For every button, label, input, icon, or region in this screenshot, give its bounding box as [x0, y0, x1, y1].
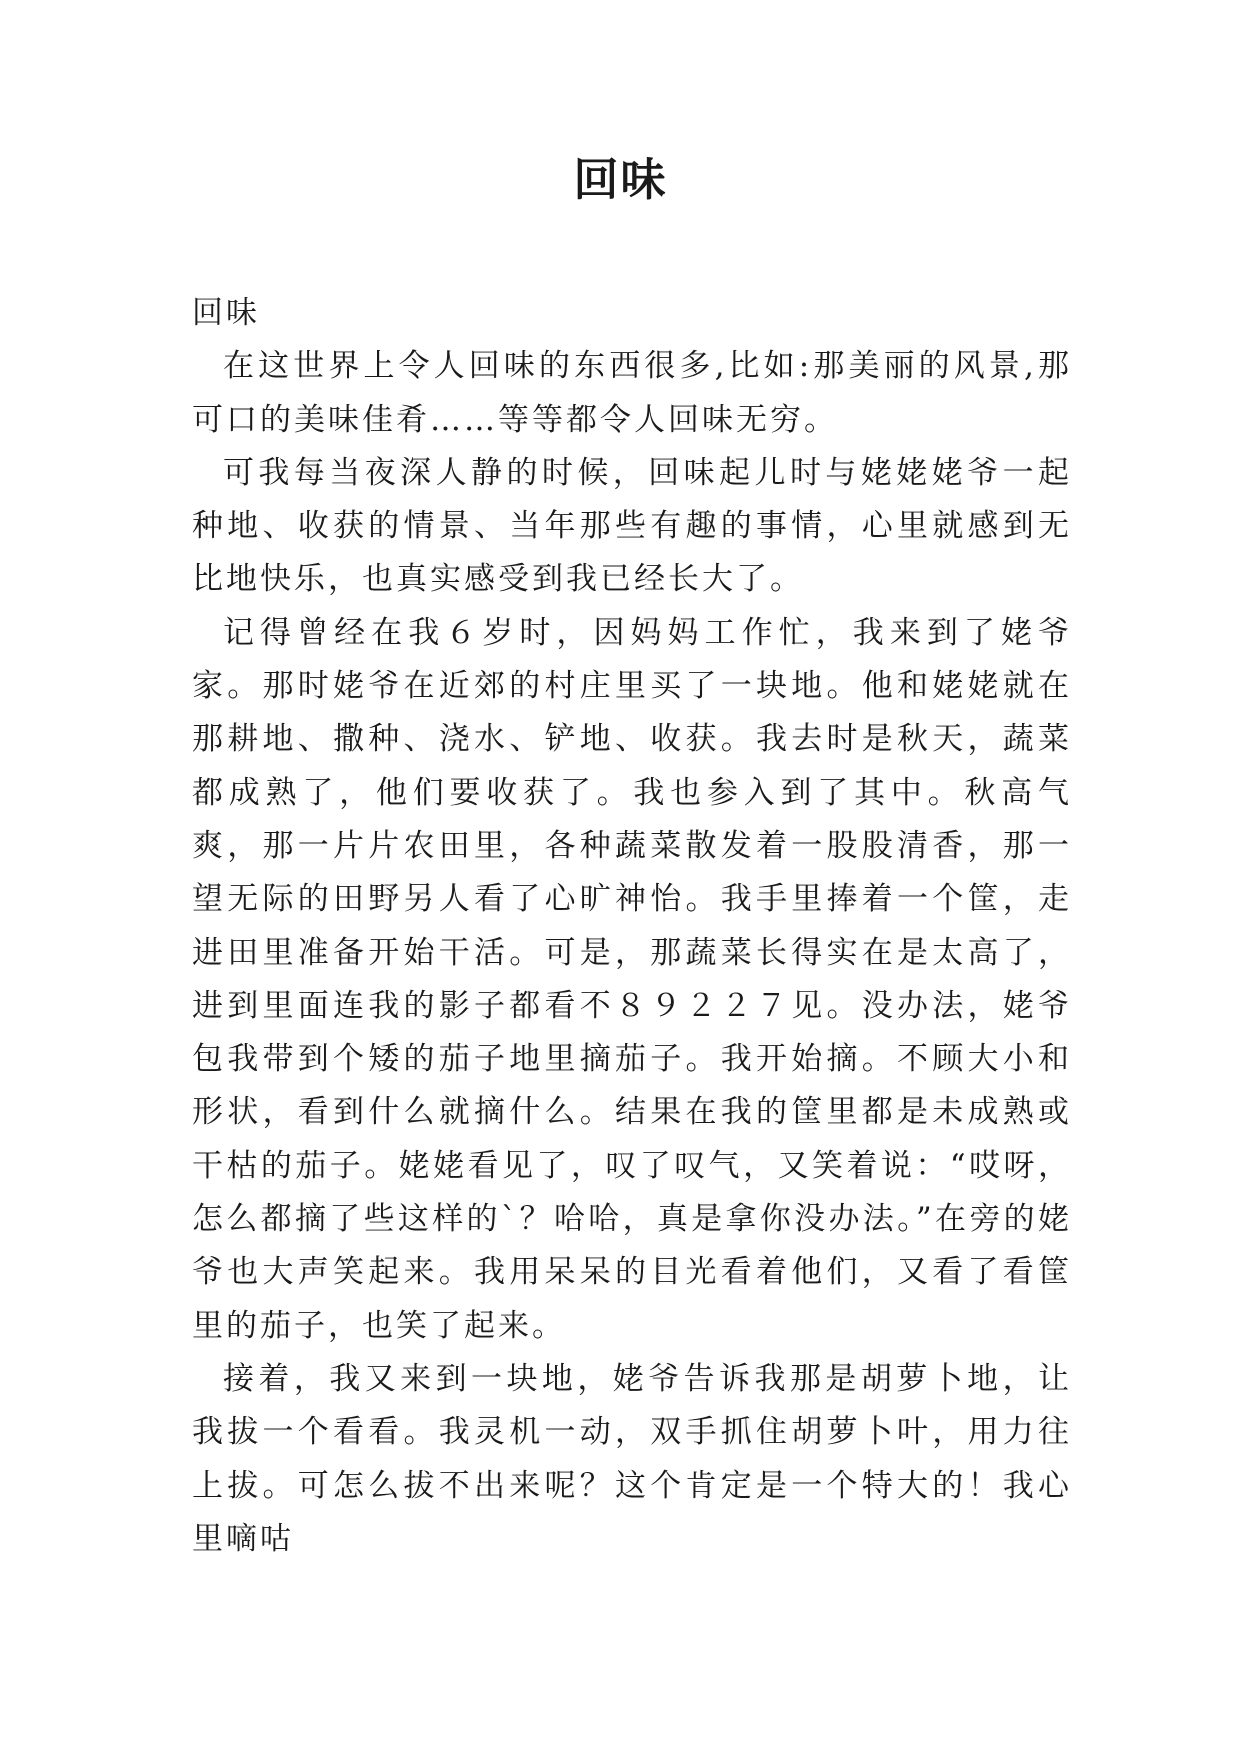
paragraph: 记得曾经在我６岁时，因妈妈工作忙，我来到了姥爷家。那时姥爷在近郊的村庄里买了一块地。他和姥姥就在那耕地、撒种、浇水、铲地、收获。我去时是秋天，蔬菜都成熟了，他们要收获了。我也参入到了其中。秋高气爽，那一片片农田里，各种蔬菜散发着一股股清香，那一望无际的田野另人看了心旷神怡。我手里捧着一个筐，走进田里准备开始干活。可是，那蔬菜长得实在是太高了，进到里面连我的影子都看不８９２２７见。没办法，姥爷包我带到个矮的茄子地里摘茄子。我开始摘。不顾大小和形状，看到什么就摘什么。结果在我的筐里都是未成熟或干枯的茄子。姥姥看见了，叹了叹气，又笑着说：“哎呀，怎么都摘了些这样的`？哈哈，真是拿你没办法。”在旁的姥爷也大声笑起来。我用呆呆的目光看着他们，又看了看筐里的茄子，也笑了起来。	[192, 614, 1072, 1344]
document-body	[192, 287, 1072, 1566]
document-title: 回味	[573, 153, 668, 206]
document-subtitle: 回味	[192, 295, 260, 331]
paragraph: 可我每当夜深人静的时候，回味起儿时与姥姥姥爷一起种地、收获的情景、当年那些有趣的事情，心里就感到无比地快乐，也真实感受到我已经长大了。	[192, 454, 1072, 598]
paragraph: 在这世界上令人回味的东西很多,比如:那美丽的风景,那可口的美味佳肴……等等都令人回味无穷。	[192, 348, 1072, 438]
paragraph: 接着，我又来到一块地，姥爷告诉我那是胡萝卜地，让我拔一个看看。我灵机一动，双手抓住胡萝卜叶，用力往上拔。可怎么拔不出来呢？这个肯定是一个特大的！我心里嘀咕	[192, 1360, 1072, 1557]
